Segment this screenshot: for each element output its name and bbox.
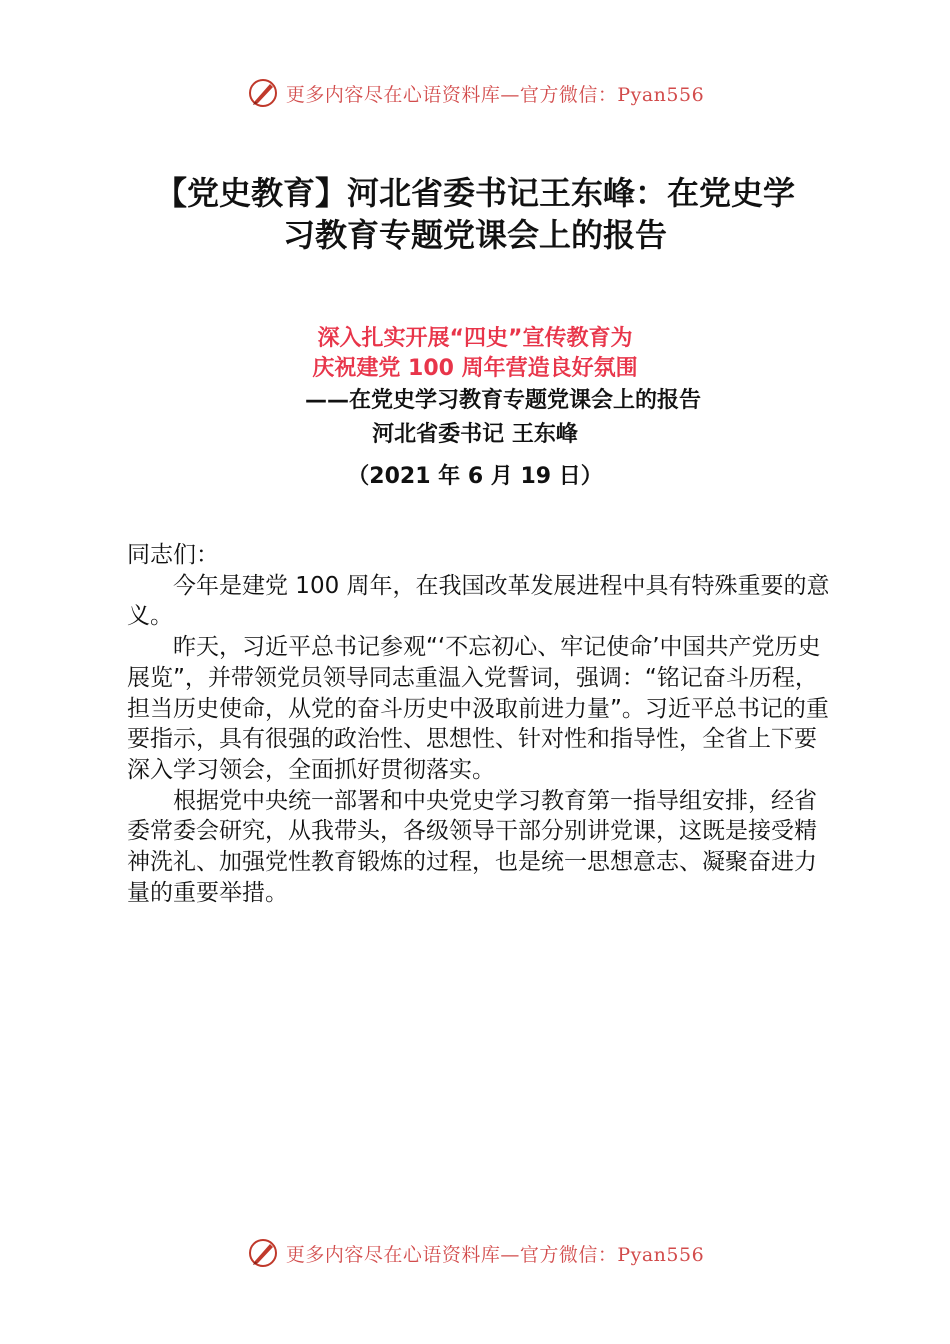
body-paragraph-2: 昨天，习近平总书记参观“‘不忘初心、牢记使命’中国共产党历史展览”，并带领党员领导同志重温入党誓词，强调：“铭记奋斗历程，担当历史使命，从党的奋斗历史中汲取前进力量”。习近平总书记的重要指示，具有很强的政治性、思想性、针对性和指导性，全省上下要深入学习领会，全面抓好贯彻落实。	[127, 634, 829, 783]
document-title	[100, 172, 850, 256]
watermark-header	[0, 76, 950, 110]
watermark-text: 更多内容尽在心语资料库—官方微信：Pyan556	[285, 1243, 705, 1266]
report-subtitle: ——在党史学习教育专题党课会上的报告	[304, 388, 701, 413]
watermark-text: 更多内容尽在心语资料库—官方微信：Pyan556	[285, 83, 705, 106]
document-body	[127, 540, 832, 908]
greeting: 同志们：	[127, 542, 219, 568]
document-title-line-2: 习教育专题党课会上的报告	[282, 216, 667, 254]
report-author: 河北省委书记 王东峰	[372, 422, 578, 447]
body-paragraph-1: 今年是建党 100 周年，在我国改革发展进程中具有特殊重要的意义。	[127, 572, 830, 630]
report-headline-line-1: 深入扎实开展“四史”宣传教育为	[317, 326, 633, 351]
pen-logo-icon	[246, 1236, 280, 1270]
body-paragraph-3: 根据党中央统一部署和中央党史学习教育第一指导组安排，经省委常委会研究，从我带头，各级领导干部分别讲党课，这既是接受精神洗礼、加强党性教育锻炼的过程，也是统一思想意志、凝聚奋进力量的重要举措。	[127, 787, 817, 906]
report-date: （2021 年 6 月 19 日）	[347, 464, 603, 489]
document-title-line-1: 【党史教育】河北省委书记王东峰：在党史学	[154, 174, 795, 212]
report-headline-line-2: 庆祝建党 100 周年营造良好氛围	[312, 356, 638, 381]
pen-logo-icon	[246, 76, 280, 110]
watermark-footer	[0, 1236, 950, 1270]
